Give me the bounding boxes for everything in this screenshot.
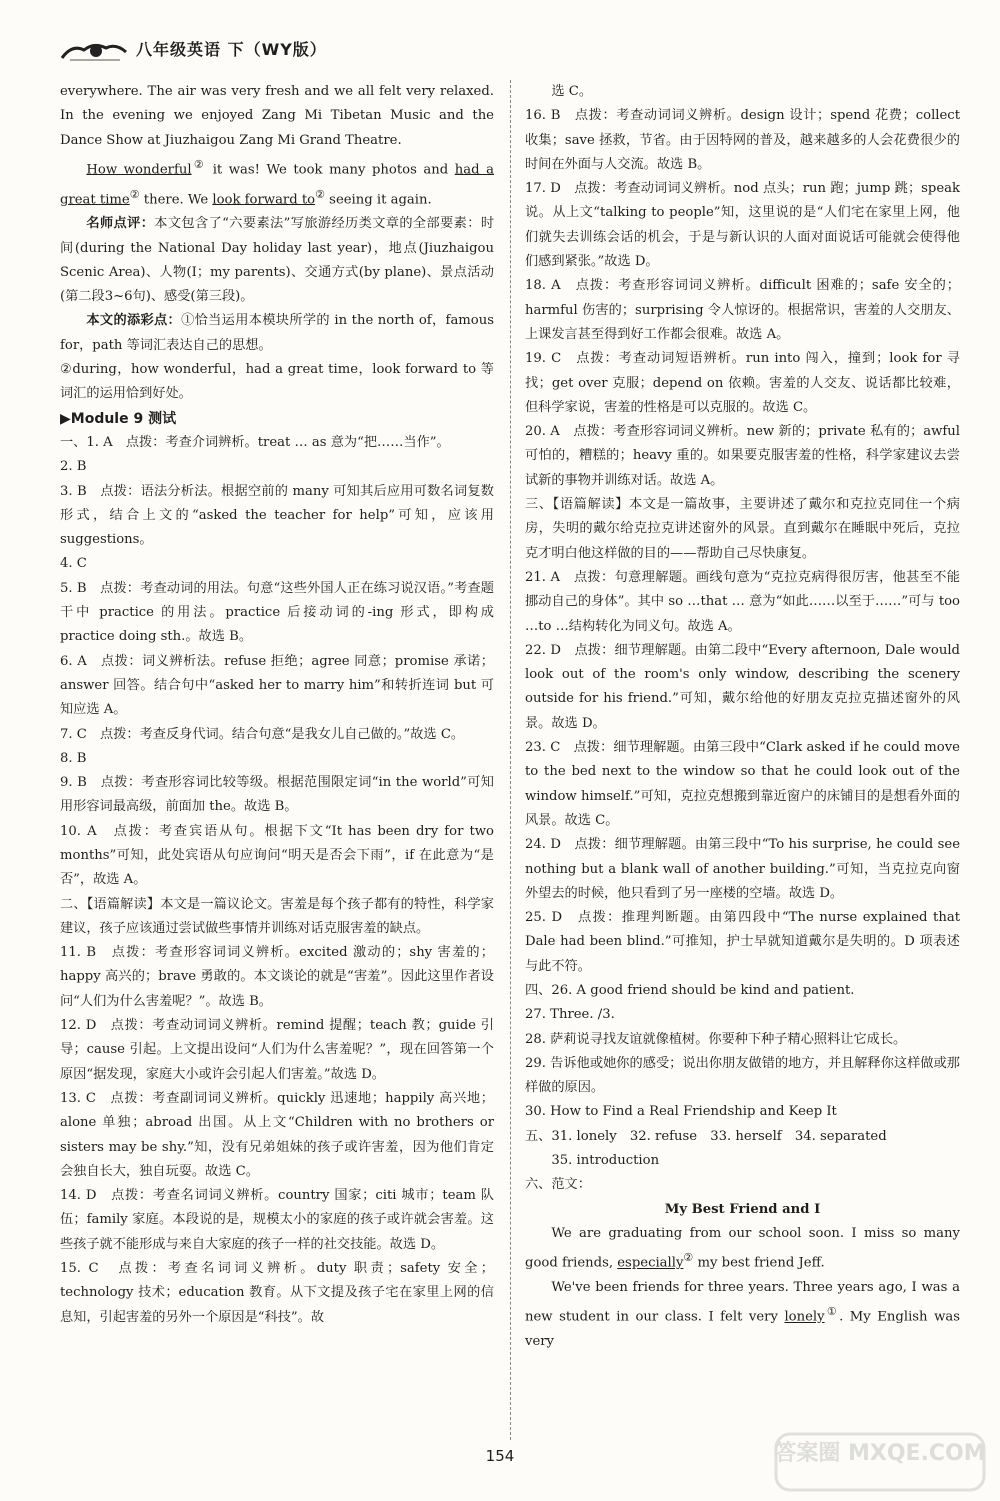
answer-item: 8. B	[60, 750, 87, 766]
page-number: 154	[485, 1447, 515, 1465]
passage-summary: 三、【语篇解读】本文是一篇故事，主要讲述了戴尔和克拉克同住一个病房，失明的戴尔给克拉克讲述窗外的风景。直到戴尔在睡眠中死后，克拉克才明白他这样做的目的——帮助自己尽快康复。	[525, 497, 960, 561]
answer-item: 21. A 点拨：句意理解题。画线句意为“克拉克病得很厉害，他甚至不能挪动自己的身体”。其中 so …that … 意为“如此……以至于……”可与 too …to …结构转化为同义句。故选 A。	[525, 569, 960, 634]
passage-summary: 二、【语篇解读】本文是一篇议论文。害羞是每个孩子都有的特性，科学家建议，孩子应该通过尝试做些事情并训练对话克服害羞的缺点。	[60, 896, 494, 936]
answer-item: 9. B 点拨：考查形容词比较等级。根据范围限定词“in the world”可知用形容词最高级，前面加 the。故选 B。	[60, 775, 494, 815]
essay-paragraph-last: How wonderful② it was! We took many photos and had a great time② there. We look forward to② seeing it again.	[60, 157, 494, 207]
answer-item: 22. D 点拨：细节理解题。由第二段中“Every afternoon, Dale would look out of the room's only window, describing the scenery outside for his friend.”可知，戴尔给他的好朋友克拉克描述窗外的风景。故选 D。	[525, 642, 960, 731]
watermark-logo	[770, 1430, 990, 1495]
answer-item: 13. C 点拨：考查副词词义辨析。quickly 迅速地；happily 高兴地；alone 单独；abroad 出国。从上文“Children with no brothers or sisters may be shy.”知，没有兄弟姐妹的孩子或许害羞，因为他们肯定会独自长大，独自玩耍。故选 C。	[60, 1090, 494, 1179]
answer-item: 16. B 点拨：考查动词词义辨析。design 设计；spend 花费；collect 收集；save 拯救，节省。由于因特网的普及，越来越多的人会花费很少的时间在外面与人交流。故选 B。	[525, 108, 960, 172]
module-title: ▶Module 9 测试	[60, 410, 177, 427]
column-divider	[510, 80, 512, 1440]
answer-item: 六、范文：	[525, 1177, 591, 1193]
right-column	[525, 80, 960, 1354]
answer-item: 6. A 点拨：词义辨析法。refuse 拒绝；agree 同意；promise 承诺；answer 回答。结合句中“asked her to marry him”和转折连词 but 可知应选 A。	[60, 653, 494, 718]
answer-item: 25. D 点拨：推理判断题。由第四段中“The nurse explained that Dale had been blind.”可推知，护士早就知道戴尔是失明的。D 项表述与此不符。	[525, 910, 960, 974]
answer-item: 19. C 点拨：考查动词短语辨析。run into 闯入，撞到；look for 寻找；get over 克服；depend on 依赖。害羞的人交友、说话都比较难，但科学家说，害羞的性格是可以克服的。故选 C。	[525, 351, 960, 415]
answer-item: 28. 萨莉说寻找友谊就像植树。你要种下种子精心照料让它成长。	[525, 1031, 907, 1047]
answer-item: 选 C。	[551, 84, 593, 99]
answer-item: 17. D 点拨：考查动词词义辨析。nod 点头；run 跑；jump 跳；speak 说。从上文“talking to people”知，这里说的是“人们宅在家里上网，他们就失去训练会话的机会，于是与新认识的人面对面说话可能就会使得他们感到紧张。”故选 D。	[525, 181, 960, 270]
answer-item: 五、31. lonely 32. refuse 33. herself 34. separated	[525, 1128, 887, 1144]
answer-item: 2. B	[60, 459, 87, 475]
page-header	[60, 38, 480, 64]
highlight-point-2: ②during，how wonderful，had a great time，look forward to 等词汇的运用恰到好处。	[60, 362, 494, 402]
answer-item: 3. B 点拨：语法分析法。根据空前的 many 可知其后应用可数名词复数形式，结合上文的“asked the teacher for help”可知，应该用 suggestions。	[60, 483, 494, 548]
essay-title: My Best Friend and I	[664, 1201, 821, 1217]
answer-item: 27. Three. /3.	[525, 1007, 615, 1023]
teacher-comment: 名师点评：本文包含了“六要素法”写旅游经历类文章的全部要素：时间(during the National Day holiday last year)，地点(Jiuzhaigou Scenic Area)、人物(I；my parents)、交通方式(by plane)、景点活动(第二段3~6句)、感受(第三段)。	[60, 216, 495, 305]
answer-item: 29. 告诉他或她你的感受；说出你朋友做错的地方，并且解释你这样做或那样做的原因。	[525, 1055, 960, 1096]
book-logo-icon	[60, 40, 130, 62]
answer-item: 18. A 点拨：考查形容词词义辨析。difficult 困难的；safe 安全的；harmful 伤害的；surprising 令人惊讶的。根据常识，害羞的人交朋友、上课发言甚至得到好工作都会很难。故选 A。	[525, 278, 960, 342]
answer-item: 15. C 点拨：考查名词词义辨析。duty 职责；safety 安全；technology 技术；education 教育。从下文提及孩子宅在家里上网的信息知，引起害羞的另外一个原因是“科技”。故	[60, 1261, 494, 1325]
essay-paragraph: We've been friends for three years. Three years ago, I was a new student in our class. I felt very lonely①. My English was very	[525, 1279, 960, 1349]
answer-item: 4. C	[60, 556, 87, 572]
answer-item: 35. introduction	[551, 1153, 660, 1169]
essay-paragraph: everywhere. The air was very fresh and we all felt very relaxed. In the evening we enjoyed Zang Mi Tibetan Music and the Dance Show at Jiuzhaigou Zang Mi Grand Theatre.	[60, 84, 494, 148]
answer-item: 7. C 点拨：考查反身代词。结合句意“是我女儿自己做的。”故选 C。	[60, 726, 465, 742]
answer-item: 10. A 点拨：考查宾语从句。根据下文“It has been dry for two months”可知，此处宾语从句应询问“明天是否会下雨”，if 在此意为“是否”，故选 A。	[60, 823, 494, 888]
answer-item: 20. A 点拨：考查形容词词义辨析。new 新的；private 私有的；awful 可怕的，糟糕的；heavy 重的。如果要克服害羞的性格，科学家建议去尝试新的事物并训练对话。故选 A。	[525, 424, 960, 488]
answer-item: 四、26. A good friend should be kind and patient.	[525, 982, 855, 998]
svg-text:答案圈 MXQE.COM: 答案圈 MXQE.COM	[774, 1441, 986, 1466]
left-column	[60, 80, 494, 1330]
answer-item: 30. How to Find a Real Friendship and Keep It	[525, 1104, 837, 1120]
answer-item: 一、1. A 点拨：考查介词辨析。treat … as 意为“把……当作”。	[60, 434, 450, 450]
answer-item: 11. B 点拨：考查形容词词义辨析。excited 激动的；shy 害羞的；happy 高兴的；brave 勇敢的。本文谈论的就是“害羞”。因此这里作者设问“人们为什么害羞呢？”。故选 B。	[60, 945, 494, 1009]
highlight-point: 本文的添彩点：①恰当运用本模块所学的 in the north of，famous for，path 等词汇表达自己的思想。	[60, 313, 495, 353]
essay-paragraph: We are graduating from our school soon. I miss so many good friends, especially② my best friend Jeff.	[525, 1225, 960, 1271]
answer-item: 5. B 点拨：考查动词的用法。句意“这些外国人正在练习说汉语。”考查题干中 practice 的用法。practice 后接动词的-ing 形式，即构成 practice doing sth.。故选 B。	[60, 580, 494, 645]
answer-item: 12. D 点拨：考查动词词义辨析。remind 提醒；teach 教；guide 引导；cause 引起。上文提出设问“人们为什么害羞呢？”，现在回答第一个原因“据发现，家庭大小或许会引起人们害羞。”故选 D。	[60, 1018, 494, 1082]
answer-item: 23. C 点拨：细节理解题。由第三段中“Clark asked if he could move to the bed next to the window so that he could look out of the window himself.”可知，克拉克想搬到靠近窗户的床铺目的是想看外面的风景。故选 C。	[525, 740, 960, 828]
answer-item: 14. D 点拨：考查名词词义辨析。country 国家；citi 城市；team 队伍；family 家庭。本段说的是，规模太小的家庭的孩子或许就会害羞。这些孩子就不能形成与来自大家庭的孩子一样的社交技能。故选 D。	[60, 1188, 494, 1252]
header-title: 八年级英语 下（WY版）	[136, 40, 327, 59]
answer-item: 24. D 点拨：细节理解题。由第三段中“To his surprise, he could see nothing but a blank wall of another building.”可知，当克拉克向窗外望去的时候，他只看到了另一座楼的空墙。故选 D。	[525, 837, 960, 901]
